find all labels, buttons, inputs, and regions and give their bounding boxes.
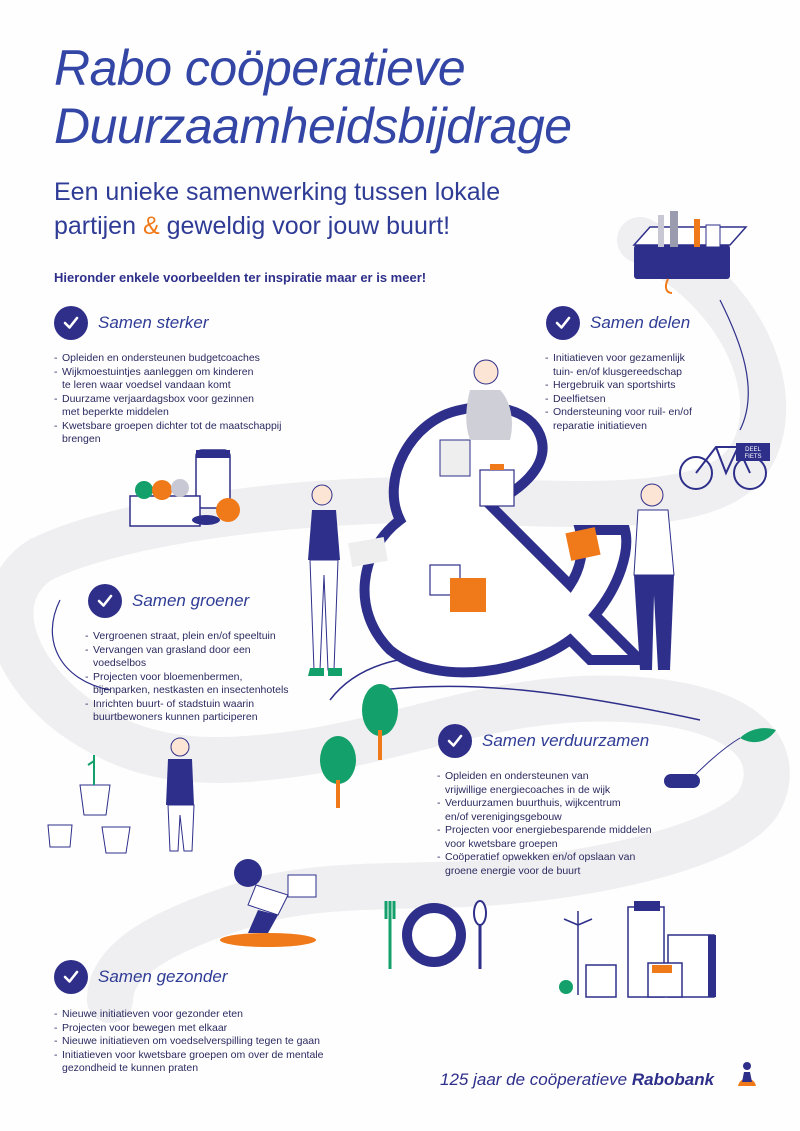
subtitle-line-2 xyxy=(54,210,450,242)
check-icon xyxy=(88,584,122,618)
subtitle-ampersand: & xyxy=(142,212,160,240)
list-sterker xyxy=(54,352,281,447)
section-header-verduurzamen xyxy=(438,724,649,758)
surfer-icon xyxy=(218,855,328,955)
list-item: - Ondersteuning voor ruil- en/of reparatie initiatieven xyxy=(545,406,692,433)
tree-icon xyxy=(300,680,410,810)
list-item: - Projecten voor energiebesparende middelen voor kwetsbare groepen xyxy=(437,824,652,851)
subtitle-line-1: Een unieke samenwerking tussen lokale xyxy=(54,178,501,206)
plate-cutlery-icon xyxy=(382,895,492,975)
list-item: - Hergebruik van sportshirts xyxy=(545,379,692,393)
list-item: - Deelfietsen xyxy=(545,393,692,407)
bicycle-icon xyxy=(676,425,776,495)
page-title-line-2: Duurzaamheidsbijdrage xyxy=(54,98,572,154)
ampersand-icon xyxy=(290,350,690,680)
section-title-delen: Samen delen xyxy=(590,313,691,332)
bike-sign-line-1: DEEL xyxy=(745,447,761,453)
list-gezonder xyxy=(54,1008,323,1076)
list-item: - Projecten voor bewegen met elkaar xyxy=(54,1022,323,1036)
footer-label: 125 jaar de coöperatieve xyxy=(440,1070,632,1089)
list-item: - Opleiden en ondersteunen budgetcoaches xyxy=(54,352,281,366)
subtitle-part-2: geweldig voor jouw buurt! xyxy=(159,212,451,240)
check-icon xyxy=(54,306,88,340)
check-icon xyxy=(546,306,580,340)
section-title-verduurzamen: Samen verduurzamen xyxy=(482,731,650,750)
list-item: - Projecten voor bloemenbermen, bijenparken, nestkasten en insectenhotels xyxy=(85,671,289,698)
page-title-line-1: Rabo coöperatieve xyxy=(54,40,466,96)
footer-text xyxy=(440,1070,714,1090)
list-item: - Vergroenen straat, plein en/of speeltuin xyxy=(85,630,289,644)
list-groener xyxy=(85,630,289,725)
list-item: - Nieuwe initiatieven om voedselverspilling tegen te gaan xyxy=(54,1035,323,1049)
energy-plug-icon xyxy=(640,720,780,800)
list-item: - Nieuwe initiatieven voor gezonder eten xyxy=(54,1008,323,1022)
check-icon xyxy=(438,724,472,758)
list-item: - Initiatieven voor kwetsbare groepen om over de mentale gezondheid te kunnen praten xyxy=(54,1049,323,1076)
section-header-gezonder xyxy=(54,960,227,994)
food-crate-icon xyxy=(110,440,250,540)
section-title-groener: Samen groener xyxy=(132,591,250,610)
city-buildings-icon xyxy=(558,895,738,1000)
section-header-delen xyxy=(546,306,690,340)
section-header-groener xyxy=(88,584,249,618)
toolbox-icon xyxy=(628,205,748,295)
section-header-sterker xyxy=(54,306,209,340)
list-item: - Duurzame verjaardagsbox voor gezinnen met beperkte middelen xyxy=(54,393,281,420)
plant-pots-icon xyxy=(40,735,210,865)
list-item: - Vervangen van grasland door een voedselbos xyxy=(85,644,289,671)
bike-sign-line-2: FIETS xyxy=(744,454,762,460)
subtitle-part-1: partijen xyxy=(54,212,143,240)
list-verduurzamen xyxy=(437,770,652,878)
list-item: - Verduurzamen buurthuis, wijkcentrum en/of verenigingsgebouw xyxy=(437,797,652,824)
list-item: - Initiatieven voor gezamenlijk tuin- en/of klusgereedschap xyxy=(545,352,692,379)
check-icon xyxy=(54,960,88,994)
list-item: - Kwetsbare groepen dichter tot de maatschappij brengen xyxy=(54,420,281,447)
list-item: - Wijkmoestuintjes aanleggen om kinderen te leren waar voedsel vandaan komt xyxy=(54,366,281,393)
section-title-gezonder: Samen gezonder xyxy=(98,967,228,986)
footer-brand: Rabobank xyxy=(631,1070,715,1089)
list-item: - Coöperatief opwekken en/of opslaan van groene energie voor de buurt xyxy=(437,851,652,878)
rabobank-logo-icon xyxy=(734,1060,760,1090)
list-item: - Opleiden en ondersteunen van vrijwillige energiecoaches in de wijk xyxy=(437,770,652,797)
intro-text: Hieronder enkele voorbeelden ter inspiratie maar er is meer! xyxy=(54,270,427,285)
list-item: - Inrichten buurt- of stadstuin waarin buurtbewoners kunnen participeren xyxy=(85,698,289,725)
section-title-sterker: Samen sterker xyxy=(98,313,209,332)
